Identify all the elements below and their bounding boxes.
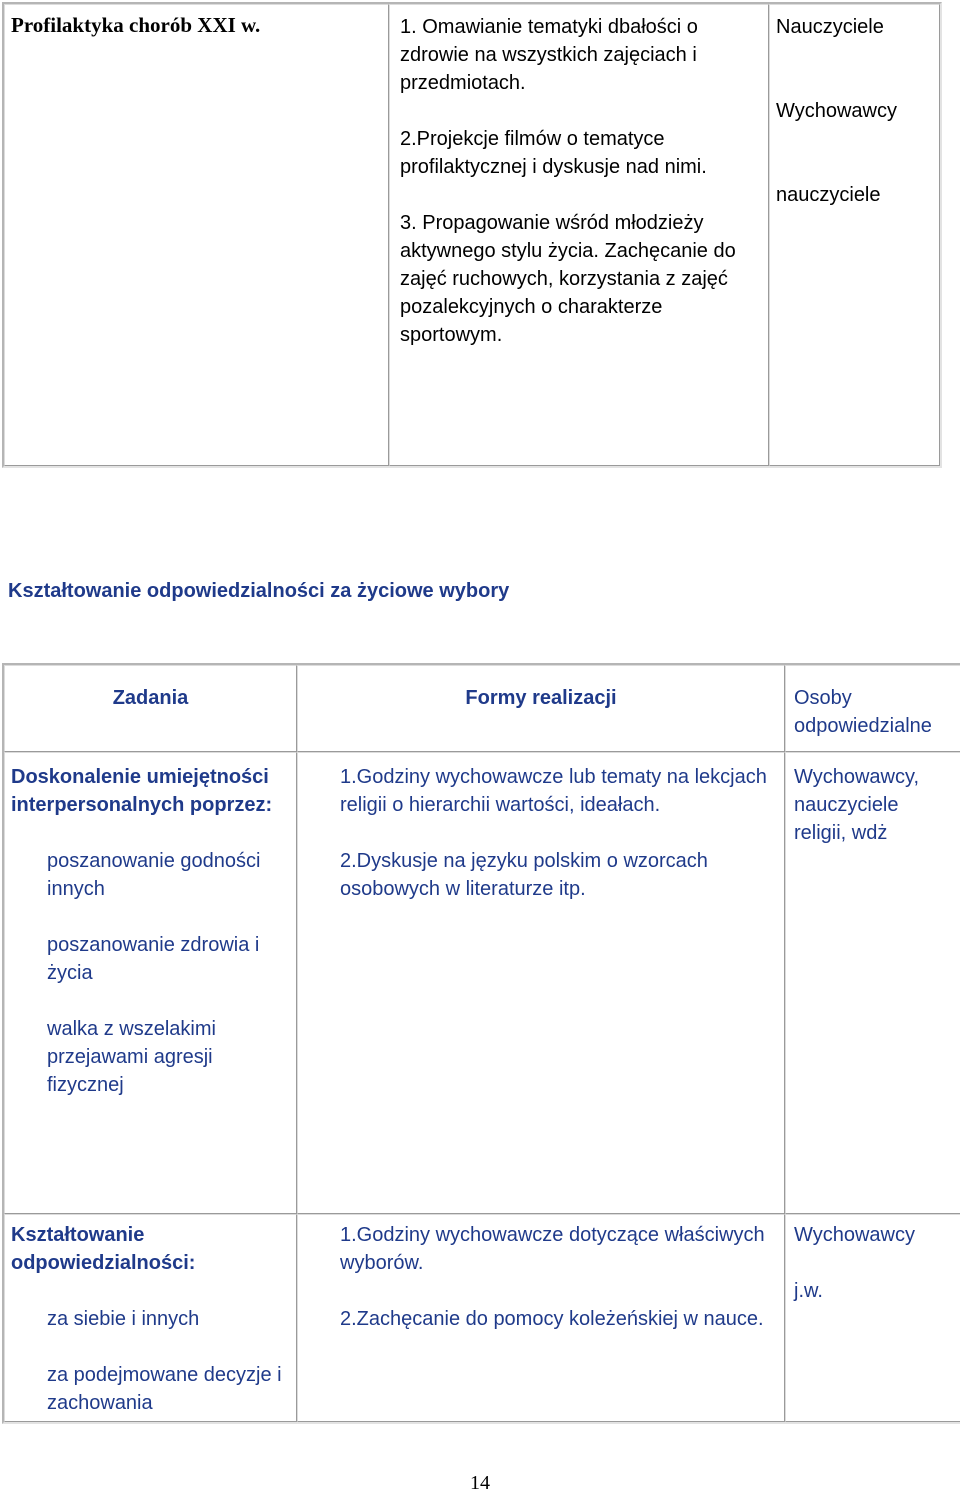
persons-text: Wychowawcy, nauczyciele religii, wdż [794, 766, 920, 844]
topic-cell [4, 4, 389, 466]
person-item: j.w. [794, 1280, 823, 1302]
form-item: 1. Omawianie tematyki dbałości o zdrowie na wszystkich zajęciach i przedmiotach. [400, 16, 698, 94]
person-item: Wychowawcy [794, 1224, 915, 1246]
form-item: 2.Dyskusje na języku polskim o wzorcach osobowych w literaturze itp. [340, 850, 708, 900]
task-title: Kształtowanie odpowiedzialności: [11, 1224, 196, 1274]
forms-cell [389, 4, 769, 466]
form-item: 1.Godziny wychowawcze lub tematy na lekcjach religii o hierarchii wartości, ideałach. [340, 766, 767, 816]
table-health-prevention [2, 2, 942, 468]
form-item: 1.Godziny wychowawcze dotyczące właściwych wyborów. [340, 1224, 765, 1274]
table-responsibility [2, 663, 960, 1424]
forms-cell [297, 752, 785, 1214]
table-row [4, 1214, 960, 1422]
table-row [4, 752, 960, 1214]
header-forms: Formy realizacji [297, 665, 785, 752]
task-cell [4, 752, 297, 1214]
task-item: za podejmowane decyzje i zachowania [47, 1364, 282, 1414]
table-row [4, 4, 940, 466]
forms-cell [297, 1214, 785, 1422]
task-title: Doskonalenie umiejętności interpersonalnych poprzez: [11, 766, 273, 816]
form-item: 2.Zachęcanie do pomocy koleżeńskiej w nauce. [340, 1308, 764, 1330]
task-cell [4, 1214, 297, 1422]
persons-cell [785, 1214, 960, 1422]
task-item: walka z wszelakimi przejawami agresji fizycznej [47, 1018, 216, 1096]
task-item: poszanowanie godności innych [47, 850, 261, 900]
form-item: 3. Propagowanie wśród młodzieży aktywnego stylu życia. Zachęcanie do zajęć ruchowych, korzystania z zajęć pozalekcyjnych o charakterze sportowym. [400, 212, 736, 346]
section-heading: Kształtowanie odpowiedzialności za życiowe wybory [8, 580, 510, 602]
person-item: Nauczyciele [776, 16, 884, 38]
page-number: 14 [470, 1472, 490, 1494]
form-item: 2.Projekcje filmów o tematyce profilaktycznej i dyskusje nad nimi. [400, 128, 707, 178]
task-item: poszanowanie zdrowia i życia [47, 934, 260, 984]
task-item: za siebie i innych [47, 1308, 200, 1330]
header-persons: Osoby odpowiedzialne [785, 665, 960, 752]
persons-cell [769, 4, 940, 466]
table-header-row [4, 665, 960, 752]
person-item: nauczyciele [776, 184, 881, 206]
person-item: Wychowawcy [776, 100, 897, 122]
header-tasks: Zadania [4, 665, 297, 752]
topic-text: Profilaktyka chorób XXI w. [11, 13, 261, 37]
persons-cell [785, 752, 960, 1214]
